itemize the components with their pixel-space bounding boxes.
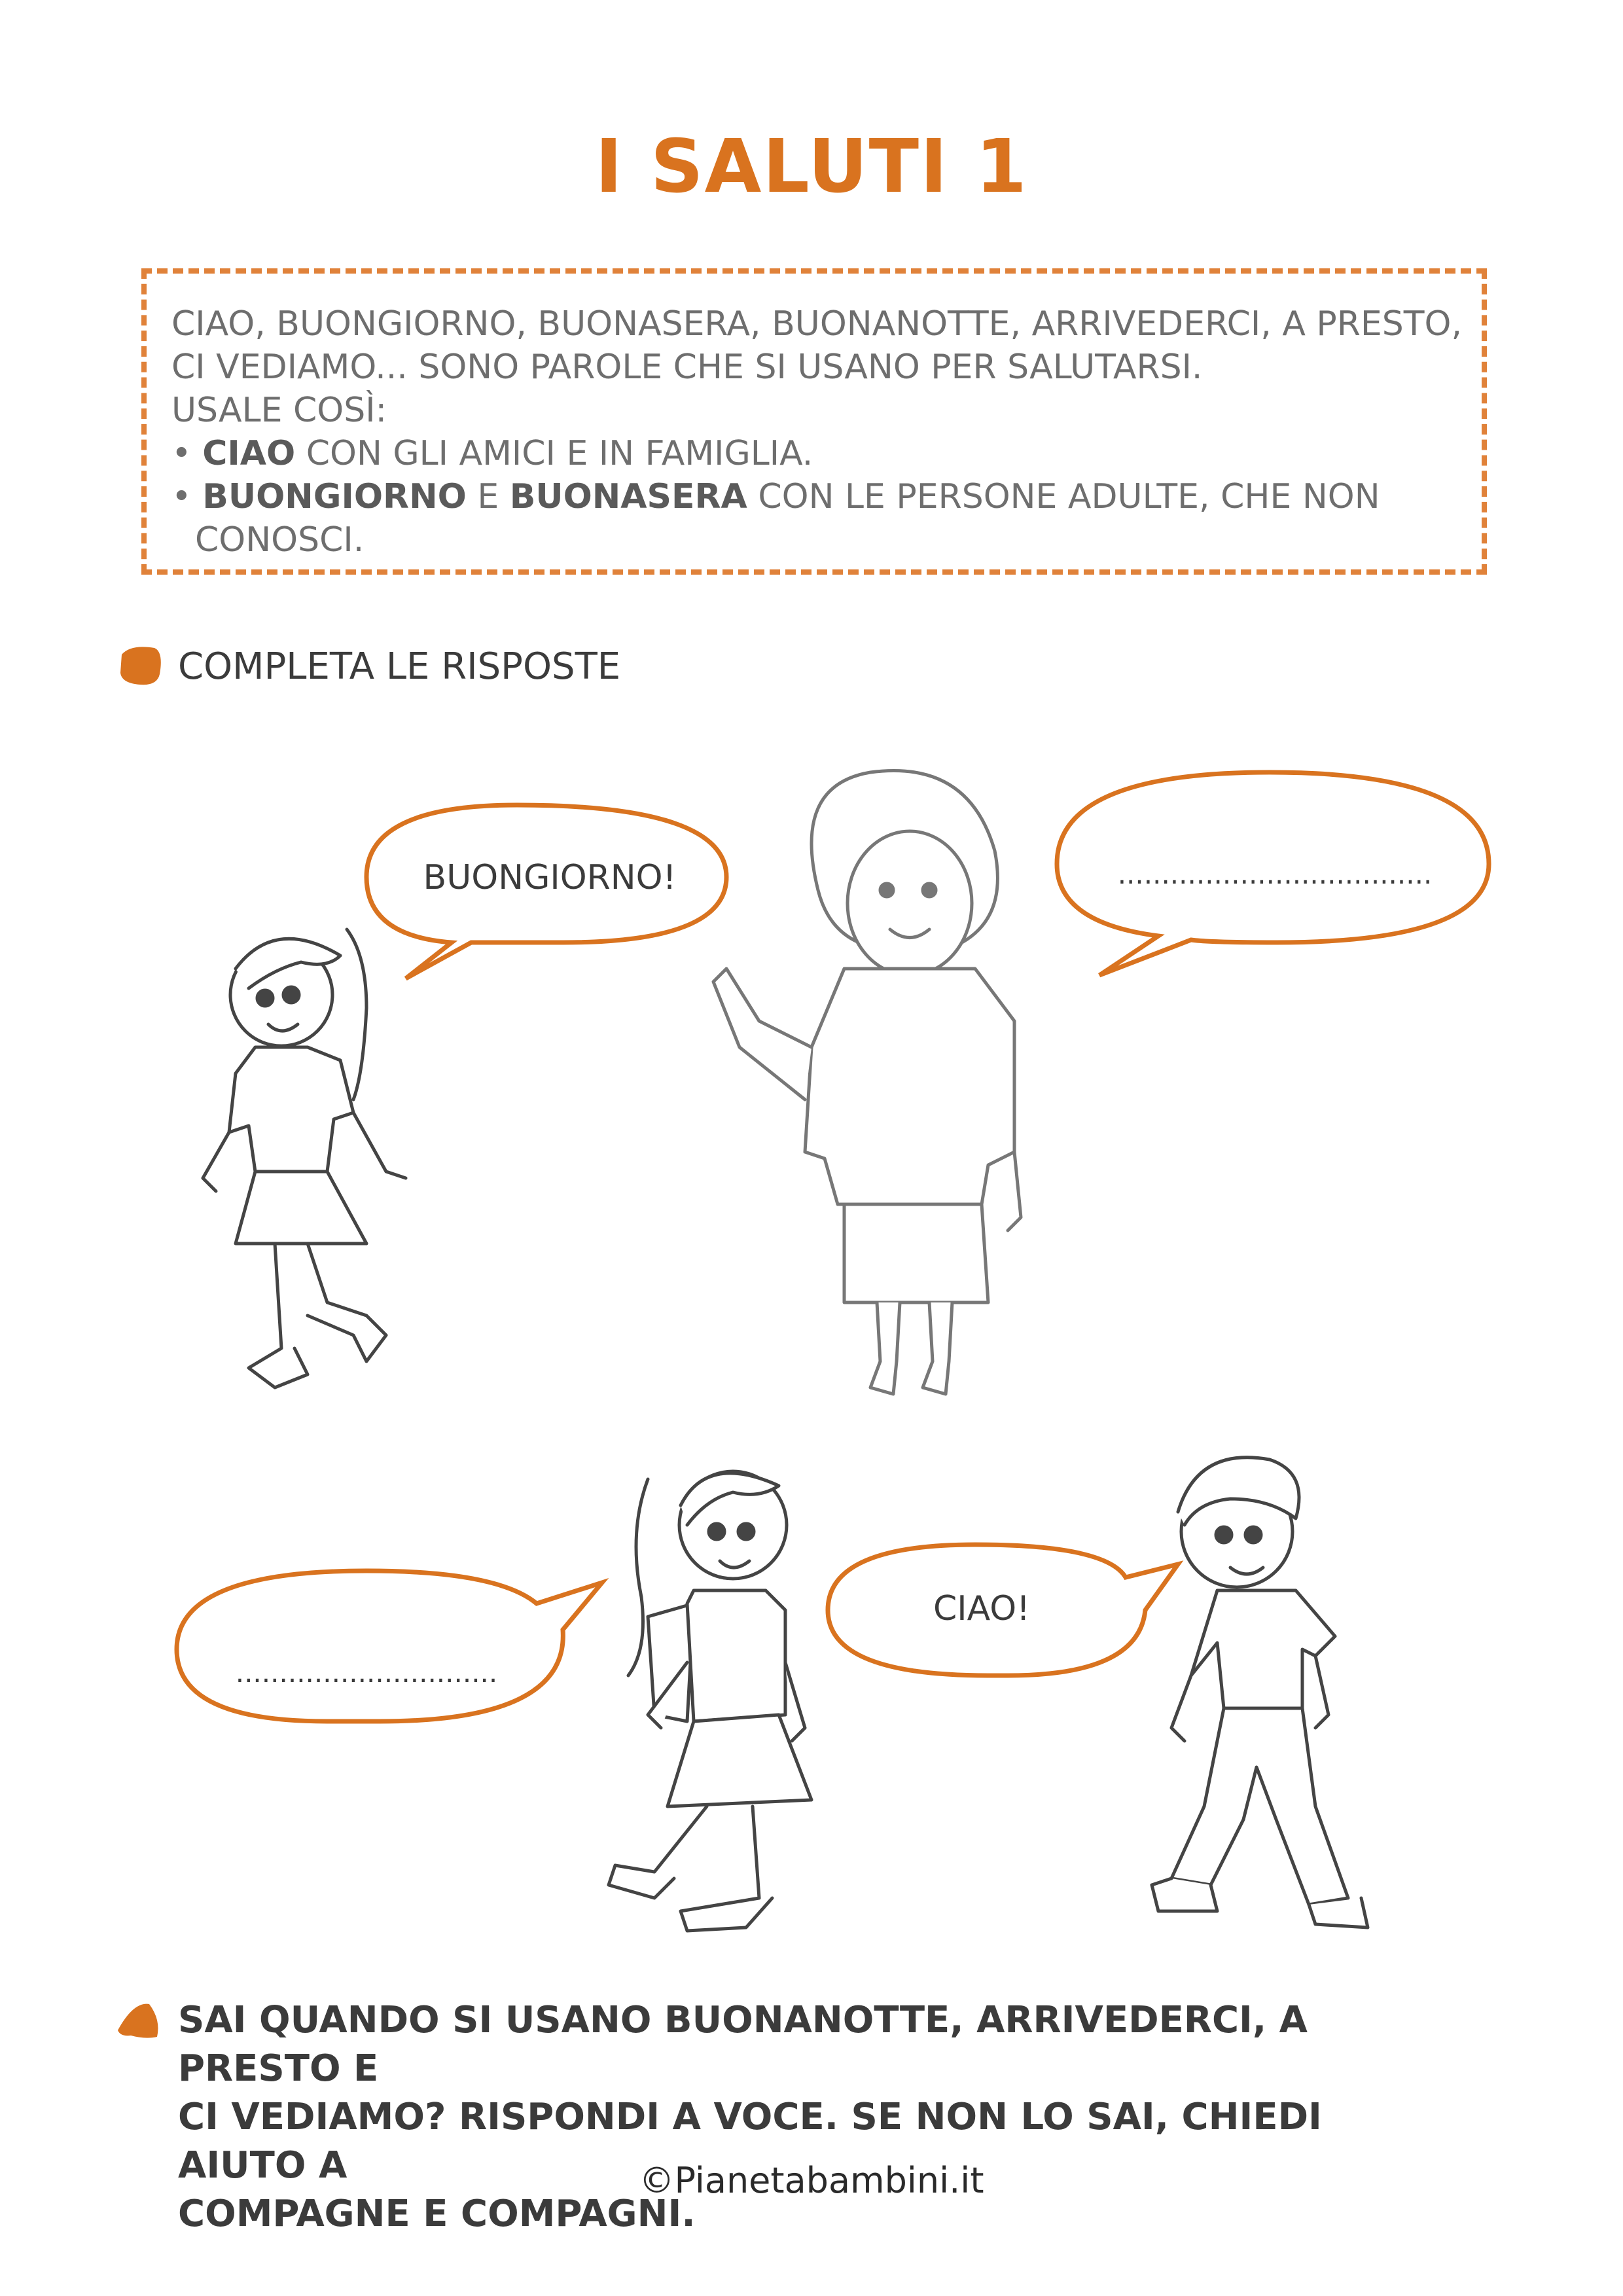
- bubble-boy-text: CIAO!: [933, 1589, 1031, 1628]
- bullet-dot: •: [171, 477, 192, 516]
- info-line-3: USALE COSÌ:: [171, 391, 387, 430]
- bullet-dot: •: [171, 434, 192, 473]
- speech-bubble-boy: [828, 1545, 1178, 1676]
- instruction-voice-question: [178, 1996, 1421, 2238]
- blob-bullet-icon: [118, 2004, 158, 2038]
- bubble-girl-text: BUONGIORNO!: [423, 858, 677, 897]
- info-bullet-2-cont: CONOSCI.: [195, 520, 365, 560]
- footer-copyright: ©Pianetabambini.it: [639, 2160, 984, 2201]
- instruction-complete-answers: COMPLETA LE RISPOSTE: [178, 645, 621, 688]
- speech-bubble-girl-2: [177, 1571, 602, 1721]
- bullet-2-keyword-a: BUONGIORNO: [202, 477, 467, 516]
- girl-figure-1: [203, 929, 406, 1388]
- speech-bubble-girl: [366, 805, 726, 978]
- instruction-line-3: COMPAGNE E COMPAGNI.: [178, 2193, 696, 2235]
- bubble-girl-answer-line: ..............................: [235, 1657, 498, 1689]
- info-line-1: CIAO, BUONGIORNO, BUONASERA, BUONANOTTE, ARRIVEDERCI, A PRESTO,: [171, 304, 1462, 344]
- teacher-figure: [713, 771, 1021, 1395]
- bullet-2-mid: E: [466, 477, 510, 516]
- instruction-line-1: SAI QUANDO SI USANO BUONANOTTE, ARRIVEDERCI, A PRESTO E: [178, 1999, 1308, 2090]
- info-line-2: CI VEDIAMO... SONO PAROLE CHE SI USANO PER SALUTARSI.: [171, 348, 1203, 387]
- bullet-1-keyword: CIAO: [202, 434, 296, 473]
- speech-bubble-teacher: [1057, 772, 1489, 975]
- blob-bullet-icon: [120, 647, 161, 685]
- bullet-2-keyword-b: BUONASERA: [509, 477, 747, 516]
- bullet-1-text: CON GLI AMICI E IN FAMIGLIA.: [295, 434, 813, 473]
- instruction-line-2: CI VEDIAMO? RISPONDI A VOCE. SE NON LO SAI, CHIEDI AIUTO A: [178, 2096, 1322, 2187]
- page-title: I SALUTI 1: [595, 124, 1028, 209]
- bubble-teacher-answer-line: ....................................: [1117, 858, 1433, 890]
- boy-figure: [1152, 1458, 1368, 1928]
- bullet-2-text: CON LE PERSONE ADULTE, CHE NON: [747, 477, 1380, 516]
- girl-figure-2: [609, 1471, 812, 1931]
